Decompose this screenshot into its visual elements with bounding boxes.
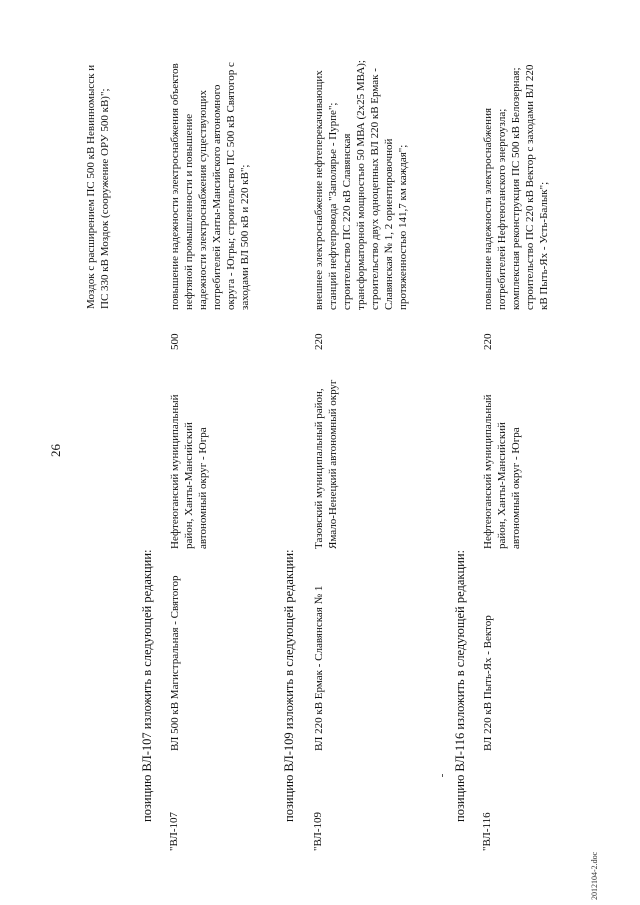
line-description-vl-107: повышение надежности электроснабжения объектов нефтяной промышленности и повышение надежности электроснабжения существующих потребителей Ханты-Мансийского автономного округа - Югры; строительство ПС 500 кВ Святогор с заходами ВЛ 500 кВ и 220 кВ"; [169, 62, 251, 310]
scan-mark [442, 774, 443, 777]
section-heading-vl-107: позицию ВЛ-107 изложить в следующей редакции: [140, 549, 154, 822]
line-code-vl-109: "ВЛ-109 [312, 811, 324, 851]
line-region-vl-116: Нефтеюганский муниципальный район, Ханты-Мансийский автономный округ - Югра [482, 394, 522, 549]
line-voltage-vl-116: 220 [482, 333, 494, 350]
page-number: 26 [48, 444, 63, 457]
line-voltage-vl-107: 500 [169, 333, 181, 350]
line-code-vl-107: "ВЛ-107 [168, 811, 180, 851]
line-region-vl-107: Нефтеюганский муниципальный район, Ханты-Мансийский автономный округ - Югра [169, 394, 209, 549]
line-code-vl-116: "ВЛ-116 [481, 812, 493, 851]
section-heading-vl-109: позицию ВЛ-109 изложить в следующей редакции: [282, 549, 296, 822]
section-heading-vl-116: позицию ВЛ-116 изложить в следующей редакции: [453, 549, 467, 822]
continuation-description: Моздок с расширением ПС 500 кВ Невинномысск и ПС 330 кВ Моздок (сооружение ОРУ 500 кВ)"; [85, 64, 111, 309]
line-description-vl-109: внешнее электроснабжение нефтеперекачивающих станций нефтепровода "Заполярье - Пурпе"; строительство ПС 220 кВ Славянская трансформаторной мощностью 50 МВА (2x25 МВА); строительство двух одноцепных ВЛ 220 кВ Ермак - Славянская № 1, 2 ориентировочной протяженностью 141,7 км каждая"; [313, 60, 409, 310]
line-description-vl-116: повышение надежности электроснабжения потребителей Нефтеюганского энергоузла; комплексная реконструкция ПС 500 кВ Белозерная; строительство ПС 220 кВ Вектор с заходами ВЛ 220 кВ Пыть-Ях - Усть-Балык"; [482, 64, 550, 310]
line-name-vl-116: ВЛ 220 кВ Пыть-Ях - Вектор [482, 615, 494, 751]
footer-document-code: 2012104-2.doc [590, 851, 599, 900]
line-name-vl-107: ВЛ 500 кВ Магистральная - Святогор [169, 575, 181, 751]
line-region-vl-109: Тазовский муниципальный район, Ямало-Ненецкий автономный округ [313, 379, 339, 549]
line-voltage-vl-109: 220 [313, 333, 325, 350]
line-name-vl-109: ВЛ 220 кВ Ермак - Славянская № 1 [313, 585, 325, 751]
